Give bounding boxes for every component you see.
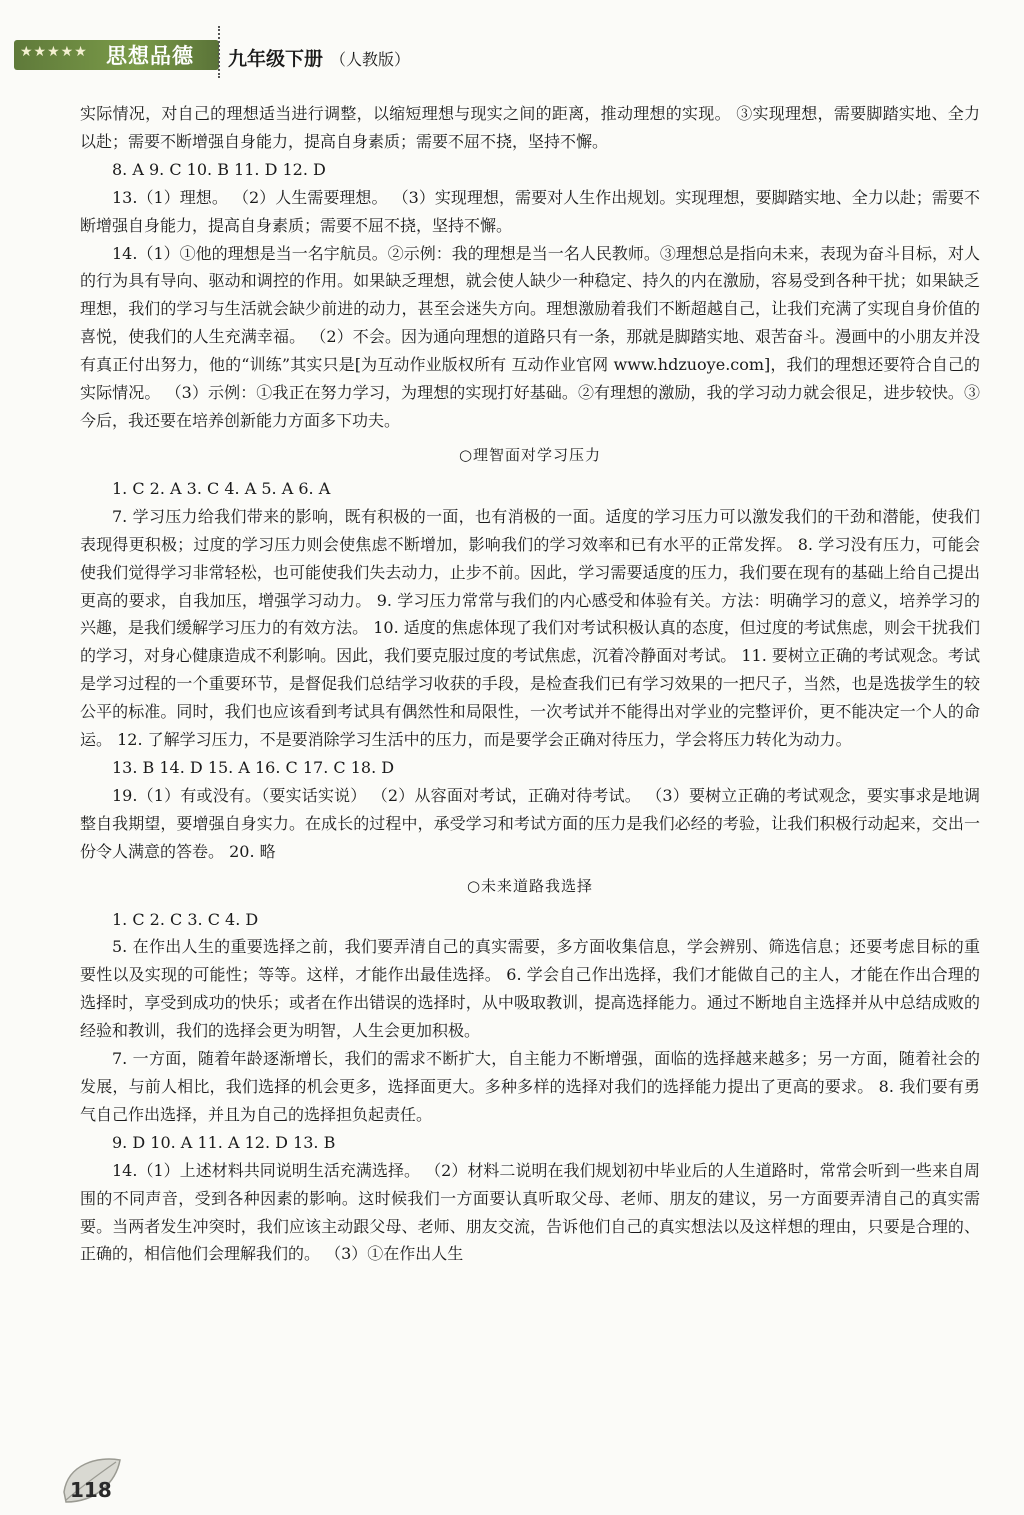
answer-paragraph: 9. D 10. A 11. A 12. D 13. B	[112, 1132, 336, 1152]
page-header	[0, 0, 1024, 80]
header-subject: 思想品德	[106, 44, 194, 68]
answer-paragraph: 5. 在作出人生的重要选择之前，我们要弄清自己的真实需要，多方面收集信息，学会辨别、筛选信息；还要考虑目标的重要性以及实现的可能性；等等。这样，才能作出最佳选择。 6. 学会自己作出选择，我们才能做自己的主人，才能在作出合理的选择时，享受到成功的快乐；或者在作出错误的选择时，从中吸取教训，提高选择能力。通过不断地自主选择并从中总结成败的经验和教训，我们的选择会更为明智，人生会更加积极。	[80, 937, 980, 1041]
answer-paragraph: 8. A 9. C 10. B 11. D 12. D	[112, 159, 326, 179]
answer-paragraph: 13.（1）理想。 （2）人生需要理想。 （3）实现理想，需要对人生作出规划。实现理想，要脚踏实地、全力以赴；需要不断增强自身能力，提高自身素质；需要不屈不挠，坚持不懈。	[80, 187, 980, 235]
header-edition: （人教版）	[330, 50, 411, 69]
answer-paragraph: 14.（1）上述材料共同说明生活充满选择。 （2）材料二说明在我们规划初中毕业后的人生道路时，常常会听到一些来自周围的不同声音，受到各种因素的影响。这时候我们一方面要认真听取父母、老师、朋友的建议，另一方面要弄清自己的真实需要。当两者发生冲突时，我们应该主动跟父母、老师、朋友交流，告诉他们自己的真实想法以及这样想的理由，只要是合理的、正确的，相信他们会理解我们的。 （3）①在作出人生	[80, 1160, 980, 1264]
section-heading-text: 未来道路我选择	[481, 876, 594, 895]
section-heading	[80, 435, 980, 475]
header-divider	[218, 26, 220, 78]
answer-paragraph: 7. 一方面，随着年龄逐渐增长，我们的需求不断扩大，自主能力不断增强，面临的选择越来越多；另一方面，随着社会的发展，与前人相比，我们选择的机会更多，选择面更大。多种多样的选择对我们的选择能力提出了更高的要求。 8. 我们要有勇气自己作出选择，并且为自己的选择担负起责任。	[80, 1049, 980, 1124]
answer-paragraph: 13. B 14. D 15. A 16. C 17. C 18. D	[112, 757, 395, 777]
answer-paragraph: 19.（1）有或没有。（要实话实说） （2）从容面对考试，正确对待考试。 （3）要树立正确的考试观念，要实事求是地调整自我期望，要增强自身实力。在成长的过程中，承受学习和考试方面的压力是我们必经的考验，让我们积极行动起来，交出一份令人满意的答卷。 20. 略	[80, 785, 980, 861]
answer-paragraph: 14.（1）①他的理想是当一名宇航员。②示例：我的理想是当一名人民教师。③理想总是指向未来，表现为奋斗目标，对人的行为具有导向、驱动和调控的作用。如果缺乏理想，就会使人缺少一种稳定、持久的内在激励，容易受到各种干扰；如果缺乏理想，我们的学习与生活就会缺少前进的动力，甚至会迷失方向。理想激励着我们不断超越自己，让我们充满了实现自身价值的喜悦，使我们的人生充满幸福。 （2）不会。因为通向理想的道路只有一条，那就是脚踏实地、艰苦奋斗。漫画中的小朋友并没有真正付出努力，他的“训练”其实只是[为互动作业版权所有 互动作业官网 www.hdzuoye.com]，我们的理想还要符合自己的实际情况。 （3）示例：①我正在努力学习，为理想的实现打好基础。②有理想的激励，我的学习动力就会很足，进步较快。③今后，我还要在培养创新能力方面多下功夫。	[80, 243, 980, 430]
circle-icon: ○	[458, 445, 474, 464]
page-number: 118	[70, 1478, 112, 1502]
circle-icon: ○	[466, 876, 482, 895]
section-heading	[80, 866, 980, 906]
answer-paragraph: 1. C 2. A 3. C 4. A 5. A 6. A	[112, 478, 331, 498]
header-stars: ★★★★★	[20, 44, 88, 60]
answer-paragraph: 实际情况，对自己的理想适当进行调整，以缩短理想与现实之间的距离，推动理想的实现。 ③实现理想，需要脚踏实地、全力以赴；需要不断增强自身能力，提高自身素质；需要不屈不挠，坚持不懈。	[80, 104, 980, 151]
header-grade: 九年级下册	[228, 48, 324, 70]
answer-content	[80, 100, 980, 1268]
answer-paragraph: 7. 学习压力给我们带来的影响，既有积极的一面，也有消极的一面。适度的学习压力可以激发我们的干劲和潜能，使我们表现得更积极；过度的学习压力则会使焦虑不断增加，影响我们的学习效率和已有水平的正常发挥。 8. 学习没有压力，可能会使我们觉得学习非常轻松，也可能使我们失去动力，止步不前。因此，学习需要适度的压力，我们要在现有的基础上给自己提出更高的要求，自我加压，增强学习动力。 9. 学习压力常常与我们的内心感受和体验有关。方法：明确学习的意义，培养学习的兴趣，是我们缓解学习压力的有效方法。 10. 适度的焦虑体现了我们对考试积极认真的态度，但过度的考试焦虑，则会干扰我们的学习，对身心健康造成不利影响。因此，我们要克服过度的考试焦虑，沉着冷静面对考试。 11. 要树立正确的考试观念。考试是学习过程的一个重要环节，是督促我们总结学习收获的手段，是检查我们已有学习效果的一把尺子，当然，也是选拔学生的较公平的标准。同时，我们也应该看到考试具有偶然性和局限性，一次考试并不能得出对学业的完整评价，更不能决定一个人的命运。 12. 了解学习压力，不是要消除学习生活中的压力，而是要学会正确对待压力，学会将压力转化为动力。	[80, 506, 980, 750]
answer-paragraph: 1. C 2. C 3. C 4. D	[112, 909, 259, 929]
section-heading-text: 理智面对学习压力	[473, 445, 602, 464]
